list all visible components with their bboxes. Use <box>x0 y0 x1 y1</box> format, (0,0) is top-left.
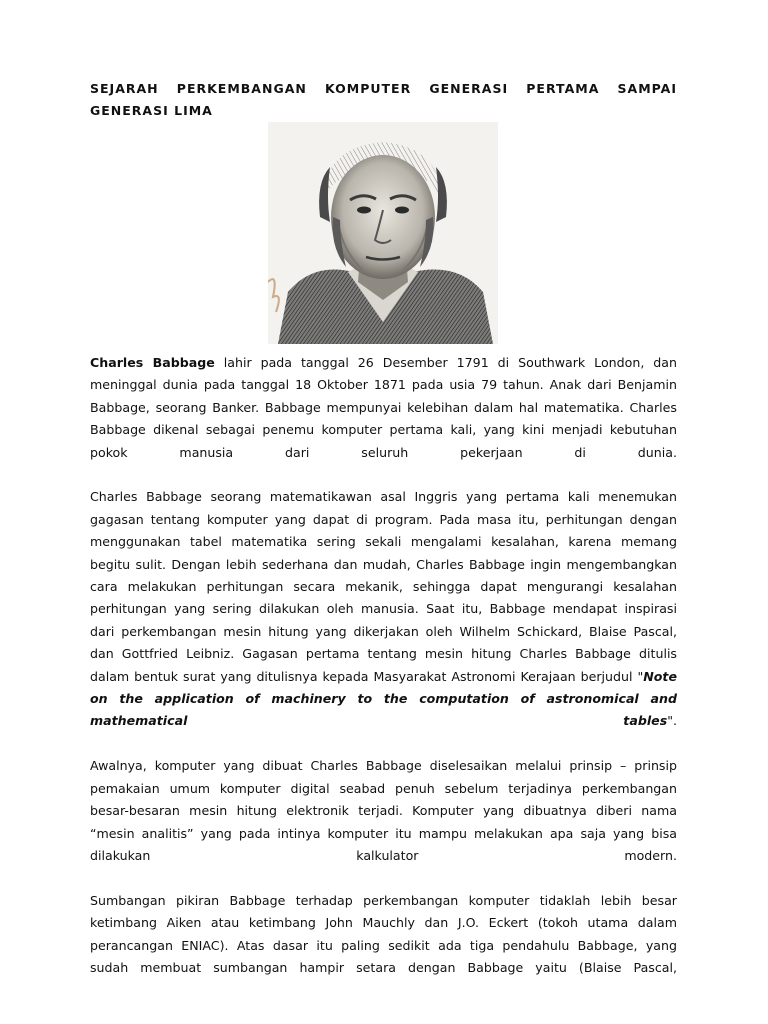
document-page <box>90 78 677 122</box>
paragraph-2-text-after: ". <box>667 713 677 729</box>
portrait-image <box>268 122 498 344</box>
person-name: Charles Babbage <box>90 355 215 370</box>
paragraph-2 <box>90 486 677 732</box>
paragraph-4: Sumbangan pikiran Babbage terhadap perkembangan komputer tidaklah lebih besar ketimbang Aiken atau ketimbang John Mauchly dan J.O. Eckert (tokoh utama dalam perancangan ENIAC). Atas dasar itu paling sedikit ada tiga pendahulu Babbage, yang sudah membuat sumbangan hampir setara dengan Babbage yaitu (Blaise Pascal, <box>90 892 677 975</box>
letter-title: Note on the application of machinery to the computation of astronomical and mathematical tables <box>90 668 677 729</box>
document-title: SEJARAH PERKEMBANGAN KOMPUTER GENERASI PERTAMA SAMPAI GENERASI LIMA <box>90 81 677 118</box>
paragraph-1-text: lahir pada tanggal 26 Desember 1791 di Southwark London, dan meninggal dunia pada tanggal 18 Oktober 1871 pada usia 79 tahun. Anak dari Benjamin Babbage, seorang Banker. Babbage mempunyai kelebihan dalam hal matematika. Charles Babbage dikenal sebagai penemu komputer pertama kali, yang kini menjadi kebutuhan pokok manusia dari seluruh pekerjaan di dunia. <box>90 355 677 460</box>
paragraph-2-text-before: Charles Babbage seorang matematikawan asal Inggris yang pertama kali menemukan gagasan tentang komputer yang dapat di program. Pada masa itu, perhitungan dengan menggunakan tabel matematika sering sekali mengalami kesalahan, karena memang begitu sulit. Dengan lebih sederhana dan mudah, Charles Babbage ingin mengembangkan cara melakukan perhitungan secara mekanik, sehingga dapat mengurangi kesalahan perhitungan yang sering dilakukan oleh manusia. Saat itu, Babbage mendapat inspirasi dari perkembangan mesin hitung yang dikerjakan oleh Wilhelm Schickard, Blaise Pascal, dan Gottfried Leibniz. Gagasan pertama tentang mesin hitung Charles Babbage ditulis dalam bentuk surat yang ditulisnya kepada Masyarakat Astronomi Kerajaan berjudul " <box>90 489 677 684</box>
paragraph-3: Awalnya, komputer yang dibuat Charles Babbage diselesaikan melalui prinsip – prinsip pemakaian umum komputer digital seabad penuh sebelum terjadinya perkembangan besar-besaran mesin hitung elektronik terjadi. Komputer yang dibuatnya diberi nama “mesin analitis” yang pada intinya komputer itu mampu melakukan apa saja yang bisa dilakukan kalkulator modern. <box>90 758 677 863</box>
body-text <box>90 352 677 1002</box>
paragraph-1 <box>90 352 677 464</box>
portrait-engraving <box>268 122 498 344</box>
